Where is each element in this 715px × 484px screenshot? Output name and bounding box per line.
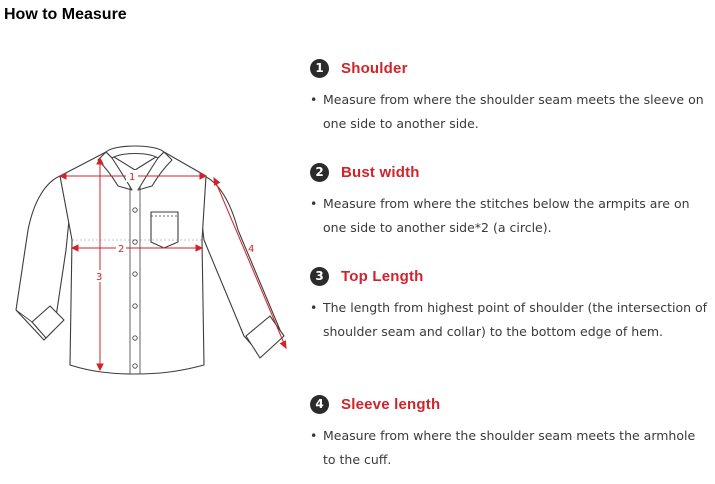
diagram-label-2: 2 [118, 244, 125, 255]
item-description [310, 192, 710, 240]
bullet-icon: • [310, 300, 318, 315]
item-title: Sleeve length [341, 395, 441, 413]
bullet-icon: • [310, 196, 318, 211]
measure-item-bust [310, 160, 710, 240]
item-description [310, 424, 710, 472]
shirt-diagram [8, 130, 293, 380]
item-title: Top Length [341, 267, 424, 285]
description-text: Measure from where the stitches below the armpits are on one side to another side*2 (a circle). [323, 196, 690, 235]
description-text: Measure from where the shoulder seam meets the armhole to the cuff. [323, 428, 696, 467]
diagram-label-1: 1 [129, 172, 136, 183]
item-title: Bust width [341, 163, 420, 181]
chest-pocket [151, 212, 178, 248]
diagram-label-4: 4 [248, 244, 255, 255]
item-description [310, 296, 710, 344]
collar-band [106, 146, 164, 158]
bullet-icon: • [310, 92, 318, 107]
item-title: Shoulder [341, 59, 408, 77]
number-badge: 1 [310, 59, 329, 78]
item-description [310, 88, 710, 136]
measure-item-shoulder [310, 56, 710, 136]
shirt-body [60, 152, 206, 374]
bullet-icon: • [310, 428, 318, 443]
shirt-illustration [8, 130, 293, 380]
number-badge: 3 [310, 267, 329, 286]
number-badge: 4 [310, 395, 329, 414]
page-title: How to Measure [4, 6, 127, 23]
measure-item-sleeve [310, 392, 710, 472]
description-text: Measure from where the shoulder seam meets the sleeve on one side to another side. [323, 92, 704, 131]
measure-item-length [310, 264, 710, 344]
diagram-label-3: 3 [96, 272, 103, 283]
number-badge: 2 [310, 163, 329, 182]
description-text: The length from highest point of shoulder (the intersection of shoulder seam and collar) to the bottom edge of hem. [323, 300, 708, 339]
